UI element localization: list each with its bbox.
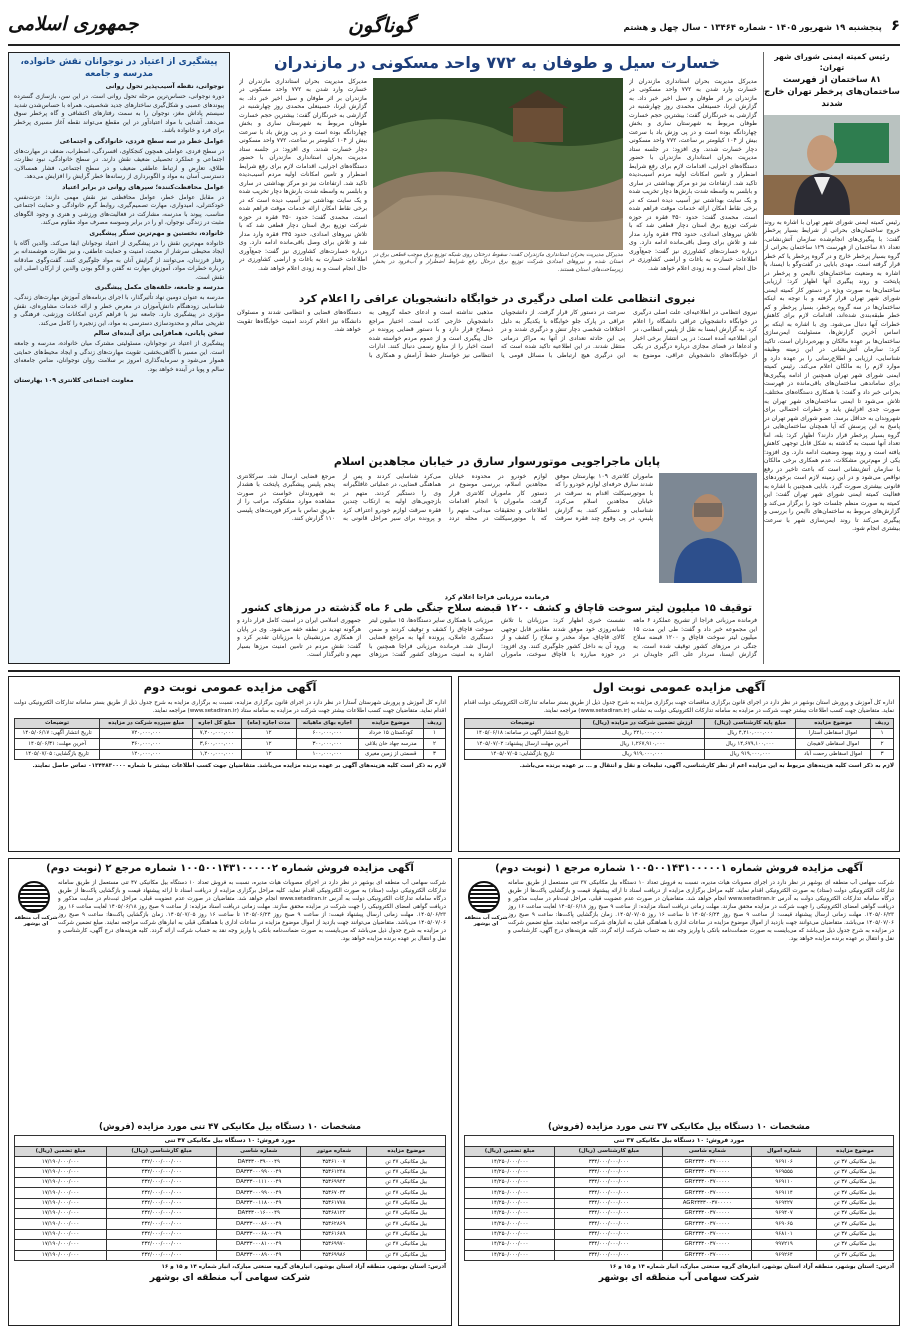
auction-ad-second-table: [14, 718, 446, 760]
table-cell: بیل مکانیکی ۳۷ تن: [816, 1209, 893, 1219]
ads-divider: [8, 670, 900, 672]
table-cell: ۱۷/۱۹۰/۰۰۰/۰۰۰: [15, 1240, 107, 1250]
table-cell: AGR۴۳۳۳۰۰۳۷۰۰۰۰۰: [663, 1198, 752, 1208]
table-cell: DA۳۳۳۰۰۱۶۰۰۰۴۹: [216, 1209, 301, 1219]
table-row: [465, 1209, 894, 1219]
table-cell: بیل مکانیکی ۴۷ تن: [367, 1157, 446, 1167]
fuel-story: [237, 593, 757, 665]
sale-ad-1-intro: شرکت سهامی آب منطقه ای بوشهر در نظر دارد در اجرای مصوبات هیات مدیره، نسبت به فروش تعداد ۱۰ دستگاه بیل مکانیکی ۳۷ تنی مستعمل از طریق سامانه تدارکات الکترونیکی دولت (ستاد) به صورت الکترونیکی اقدام نماید. کلیه مراحل برگزاری مزایده از دریافت اسناد تا ارائه پیشنهاد قیمت و بازگشایی پاکت‌ها از طریق درگاه سامانه تدارکات الکترونیکی دولت به آدرس www.setadiran.ir انجام خواهد شد. متقاضیان در صورت عدم عضویت قبلی، مراحل ثبت‌نام در سایت مذکور و دریافت گواهی امضای الکترونیکی را جهت شرکت در مزایده محقق سازند. مهلت زمانی دریافت اسناد مزایده: از ساعت ۹ صبح روز ۱۴۰۵/۰۶/۱۸ لغایت ساعت ۱۶ روز ۱۴۰۵/۰۶/۲۳. مهلت زمانی ارسال پیشنهاد قیمت: از ساعت ۹ صبح روز ۱۴۰۵/۰۶/۲۴ تا ساعت ۱۶ روز ۱۴۰۵/۰۷/۰۵. زمان بازگشایی پاکت‌ها: ساعت ۹ صبح روز ۱۴۰۵/۰۷/۰۶ می‌باشد. متقاضیان می‌توانند جهت بازدید از اموال موضوع مزایده در ساعات اداری با هماهنگی قبلی به انبارهای شرکت مراجعه نمایند. مبلغ تضمین شرکت در مزایده به شرح جدول ذیل می‌باشد که می‌بایست به صورت ضمانت‌نامه بانکی یا واریز وجه نقد به حساب شرکت ارائه گردد. کلیه هزینه‌های درج آگهی، کارشناسی و نقل و انتقال بر عهده برنده مزایده خواهد بود.: [508, 879, 894, 943]
table-cell: ۲: [423, 739, 445, 749]
table-header-cell: توضیحات: [465, 718, 581, 728]
table-cell: اموال اسقاطی لاهیجان: [796, 739, 871, 749]
table-row: [465, 749, 894, 759]
table-header-cell: اجاره بهای ماهیانه: [296, 718, 358, 728]
sale-ad-1-company: شرکت آب منطقه ای بوشهر: [464, 914, 508, 928]
table-row: [465, 1167, 894, 1177]
date-line: [624, 15, 900, 35]
table-cell: DA۳۳۳۰۰۰۸۱۰۰۰۴۹: [216, 1240, 301, 1250]
table-cell: ۳۵۳۶۷۰۳۴: [301, 1188, 367, 1198]
table-row: [15, 1240, 446, 1250]
table-cell: ۹۹۷۲۱۹: [752, 1240, 817, 1250]
table-header-cell: شماره شاسی: [663, 1147, 752, 1157]
table-cell: ۱۷/۱۹۰/۰۰۰/۰۰۰: [15, 1219, 107, 1229]
addiction-section-text: پیشگیری از اعتیاد در نوجوانان، مسئولیتی مشترک میان خانواده، مدرسه و جامعه است. این مسیر با آگاهی‌بخشی، تقویت مهارت‌های زندگی و ایجاد محیط‌های حمایتی هموار می‌شود و سرمایه‌گذاری امروز بر سلامت روان نوجوانان، ضامن جامعه‌ای سالم و پویا در آینده خواهد بود.: [14, 340, 224, 373]
table-cell: ۴۳۲/۰۰۰/۰۰۰/۰۰۰: [107, 1178, 217, 1188]
table-cell: قسمتی از زمین مغیری: [358, 749, 423, 759]
masthead: [8, 6, 900, 46]
table-cell: ۶۰۰,۰۰۰,۰۰۰: [296, 729, 358, 739]
table-cell: بیل مکانیکی ۳۷ تن: [816, 1188, 893, 1198]
table-row: [15, 1219, 446, 1229]
table-cell: ۱,۲۰۰,۰۰۰,۰۰۰: [193, 749, 241, 759]
thief-story-headline: پایان ماجراجویی موتورسوار سارق در خیابان مجاهدین اسلام: [333, 455, 661, 468]
table-cell: ۹۶۹۴۰۷: [752, 1209, 817, 1219]
iraq-story: [237, 292, 757, 452]
table-header-cell: مدت اجاره (ماه): [241, 718, 296, 728]
table-cell: ۳۵۳۶۱۷۷۸: [301, 1198, 367, 1208]
table-cell: اموال اسقاطی رحمت آباد: [796, 749, 871, 759]
sale-auction-ad-1: [458, 858, 900, 1326]
table-row: [465, 1240, 894, 1250]
table-cell: ۳۳۴/۰۰۰/۰۰۰/۰۰۰: [555, 1229, 663, 1239]
table-cell: ۱: [871, 729, 894, 739]
table-cell: GR۴۳۳۳۰۰۳۷۰۰۰۰۰: [663, 1250, 752, 1260]
sale-ad-2-table-title: مشخصات ۱۰ دستگاه بیل مکانیکی ۴۷ تنی مورد مزایده (فروش): [98, 1121, 362, 1132]
table-cell: ۹۶۹۴۲۷: [752, 1198, 817, 1208]
table-cell: ۱۴/۲۵۰/۰۰۰/۰۰۰: [465, 1157, 555, 1167]
table-cell: ۱۷/۱۹۰/۰۰۰/۰۰۰: [15, 1188, 107, 1198]
table-cell: ۳: [871, 749, 894, 759]
table-cell: GR۴۳۳۳۰۰۳۷۰۰۰۰۰: [663, 1229, 752, 1239]
table-cell: ۲: [871, 739, 894, 749]
table-cell: ۱۷/۱۹۰/۰۰۰/۰۰۰: [15, 1167, 107, 1177]
page-number: ۶: [890, 15, 900, 34]
table-cell: DA۳۳۳۰۰۰۸۶۰۰۰۴۹: [216, 1219, 301, 1229]
table-cell: DA۳۳۳۰۰۰۸۹۰۰۰۴۹: [216, 1250, 301, 1260]
addiction-section-heading: عوامل محافظت‌کننده؛ سپرهای روانی در برابر اعتیاد: [62, 183, 224, 191]
table-cell: ۱۰۰,۰۰۰,۰۰۰: [296, 749, 358, 759]
auction-ad-first-table: [464, 718, 894, 760]
table-cell: ۴۳۲/۰۰۰/۰۰۰/۰۰۰: [107, 1198, 217, 1208]
main-story-body: مدیرکل مدیریت بحران استانداری مازندران از خسارت وارد شدن به ۷۷۲ واحد مسکونی در مازندران بر اثر طوفان و سیل اخیر خبر داد. به گزارش ایرنا، حسینعلی محمدی روز چهارشنبه در گزارشی به خبرنگاران گفت: بیشترین حجم خسارت طوفان مربوط به شهرستان ساری و بخش چهاردانگه بوده است و در پی وزش باد با سرعت بیش از ۱۰۴ کیلومتر بر ساعت، ۷۷۲ واحد مسکونی دچار خسارت شدند. وی افزود: در جلسه ستاد مدیریت بحران استانداری مازندران با حضور دستگاه‌های اجرایی، اقدامات لازم برای رفع شرایط اضطرار و تامین امکانات اولیه مردم آسیب‌دیده تاکید شد. ارتفاعات نیز دو مرکز بهداشتی در ساری و بابلسر به واسطه شدت بارش‌ها دچار تخریب شده و یک سایت بهداشتی نیز آسیب دیده است که در برخی نقاط امکان ارائه خدمات موقت فراهم شده است. محمدی گفت: حدود ۳۵۰ فقره در حوزه شرکت توزیع برق استان دچار قطعی شد که با تلاش نیروهای امدادی، حدود ۳۴۵ فقره وارد مدار شد و تلاش برای وصل باقی‌مانده ادامه دارد. وی درباره خسارت‌های کشاورزی نیز گفت: جمع‌آوری اطلاعات خسارت به باغات و اراضی کشاورزی در حال انجام است و به زودی اعلام خواهد شد.: [629, 77, 757, 272]
table-cell: اموال اسقاطی آستارا: [796, 729, 871, 739]
table-cell: ۳۳۴/۰۰۰/۰۰۰/۰۰۰: [555, 1188, 663, 1198]
table-cell: بیل مکانیکی ۴۷ تن: [367, 1178, 446, 1188]
table-cell: ۱۴/۲۵۰/۰۰۰/۰۰۰: [465, 1209, 555, 1219]
table-cell: ۱,۲۶۷,۹۱۰,۰۰۰ ریال: [580, 739, 704, 749]
addiction-box-signature: معاونت اجتماعی کلانتری ۱۰۹ بهارستان: [14, 377, 134, 385]
table-cell: ۱۷/۱۹۰/۰۰۰/۰۰۰: [15, 1157, 107, 1167]
table-row: [15, 1167, 446, 1177]
sale-ad-2-top: [14, 879, 446, 1119]
table-cell: GR۴۳۳۳۰۰۳۷۰۰۰۰۰: [663, 1157, 752, 1167]
addiction-box-sections: [14, 83, 224, 374]
table-cell: ۳۵۳۶۱۲۴۸: [301, 1167, 367, 1177]
addiction-section-text: مدرسه به عنوان دومین نهاد تأثیرگذار، با اجرای برنامه‌های آموزش مهارت‌های زندگی، شناسایی زودهنگام دانش‌آموزان در معرض خطر و ارائه خدمات مشاوره‌ای، نقش مؤثری در پیشگیری دارد. جامعه نیز با فراهم کردن امکانات ورزشی، فرهنگی و تفریحی سالم و محدودسازی دسترسی به مواد، این زنجیره را کامل می‌کند.: [14, 294, 224, 327]
table-cell: ۳۳۴/۰۰۰/۰۰۰/۰۰۰: [555, 1209, 663, 1219]
table-header-cell: موضوع مزایده: [796, 718, 871, 728]
addiction-section-heading: مدرسه و جامعه، حلقه‌های مکمل پیشگیری: [94, 284, 224, 292]
table-cell: ۴,۲۱۰,۰۰۰,۰۰۰ ریال: [705, 729, 796, 739]
table-cell: ۳۳۴/۰۰۰/۰۰۰/۰۰۰: [555, 1250, 663, 1260]
table-cell: ۴۳۲/۰۰۰/۰۰۰/۰۰۰: [107, 1229, 217, 1239]
table-cell: تاریخ بازگشایی: ۱۴۰۵/۰۷/۰۵: [465, 749, 581, 759]
table-cell: بیل مکانیکی ۴۷ تن: [367, 1209, 446, 1219]
table-cell: ۱۴/۲۵۰/۰۰۰/۰۰۰: [465, 1198, 555, 1208]
table-cell: GR۴۳۳۳۰۰۳۷۰۰۰۰۰: [663, 1188, 752, 1198]
table-cell: ۱۲: [241, 739, 296, 749]
table-cell: ۹۶۹۱۱۰: [752, 1178, 817, 1188]
table-cell: ۹۶۹۲۶۴: [752, 1250, 817, 1260]
table-row: [15, 1157, 446, 1167]
table-cell: ۳۵۳۶۹۹۸۶: [301, 1250, 367, 1260]
table-header-cell: ردیف: [423, 718, 445, 728]
table-header-cell: موضوع مزایده: [358, 718, 423, 728]
table-cell: ۴۳۲/۰۰۰/۰۰۰/۰۰۰: [107, 1219, 217, 1229]
sale-ad-1-title: آگهی مزایده فروش شماره ۱۰۰۵۰۰۱۴۳۱۰۰۰۰۰۱ شماره مرجع ۱ (نوبت دوم): [495, 863, 863, 874]
table-cell: ۹۶۹۰۶۵: [752, 1219, 817, 1229]
right-story-body: رئیس کمیته ایمنی شورای شهر تهران با اشاره به روند خروج ساختمان‌های بحرانی از شرایط بسیار پرخطر گفت: با پیگیری‌های انجام‌شده سازمان آتش‌نشانی، تعداد ۸۱ ساختمان از فهرست ۱۲۹ ساختمان بحرانی از گروه بسیار پرخطر خارج و در گروه پرخطر یا کم خطر قرار گرفته است. مهدی بابایی در گفت‌وگو با ایسنا، با اشاره به وضعیت ساختمان‌های ناایمن و پرخطر در پایتخت و روند پیگیری آنها اظهار کرد: ارزیابی ساختمان‌ها به صورت ویژه در دستور کار کمیته ایمنی شورای شهر تهران قرار گرفته و با توجه به اینکه ساختمان‌ها در سه گروه پرخطر، بسیار پرخطر و کم خطر طبقه‌بندی شده‌اند، اقدامات لازم برای کاهش خطرات آنها دنبال می‌شود. وی با اشاره به اینکه بر اساس آخرین گزارش‌ها، مسئولیت ایمن‌سازی ساختمان‌ها بر عهده مالکان و بهره‌برداران است، تاکید کرد: سازمان آتش‌نشانی در این زمینه وظیفه شناسایی، ارزیابی و اطلاع‌رسانی را بر عهده دارد و موارد لازم را به مالکان اعلام می‌کند. رئیس کمیته ایمنی شورای شهر تهران همچنین از ادامه پیگیری‌ها برای ساماندهی ساختمان‌های باقی‌مانده در فهرست بحرانی خبر داد و گفت: با همکاری دستگاه‌های مختلف، تلاش می‌شود تا ایمنی ساختمان‌های شهر تهران به صورت جدی افزایش یابد و خطرات احتمالی برای شهروندان به حداقل برسد. عضو شورای شهر تهران در پاسخ به این پرسش که آیا همچنان ساختمان‌هایی در گروه بسیار پرخطر قرار دارند؟ اظهار کرد: بله، اما تعداد آنها نسبت به گذشته به شکل قابل توجهی کاهش یافته است و روند بهبود وضعیت ادامه دارد. وی افزود: یکی از مهم‌ترین مشکلات، عدم همکاری برخی مالکان با سازمان آتش‌نشانی است که باعث تاخیر در رفع نواقص می‌شود و در این زمینه لازم است برخوردهای قانونی بیشتری صورت گیرد. بابایی همچنین با اشاره به فعالیت کمیته ایمنی شورای شهر تهران گفت: این کمیته به صورت منظم جلسات خود را برگزار می‌کند و گزارش‌های مربوط به ساختمان‌های ناایمن را بررسی و پیگیری می‌کند تا روند ایمن‌سازی شهر با سرعت بیشتری انجام شود.: [764, 218, 900, 533]
addiction-section-heading: نوجوانی، نقطه آسیب‌پذیر تحول روانی: [105, 83, 224, 91]
table-cell: ۴۳۲/۰۰۰/۰۰۰/۰۰۰: [107, 1209, 217, 1219]
main-story-headline: خسارت سیل و طوفان به ۷۷۲ واحد مسکونی در مازندران: [273, 53, 721, 72]
table-row: [465, 1178, 894, 1188]
table-cell: ۱۴/۲۵۰/۰۰۰/۰۰۰: [465, 1250, 555, 1260]
table-cell: بیل مکانیکی ۴۷ تن: [367, 1250, 446, 1260]
main-story-content: [237, 78, 757, 283]
table-header-cell: مبلغ تضمین (ریال): [15, 1147, 107, 1157]
table-cell: مدرسه جهاد خان بلاغی: [358, 739, 423, 749]
main-photo-block: [373, 78, 623, 283]
table-row: [465, 1157, 894, 1167]
table-row: [465, 1188, 894, 1198]
table-header-cell: مبلغ کارشناسی (ریال): [107, 1147, 217, 1157]
table-cell: ۳۶۰,۰۰۰,۰۰۰: [100, 739, 193, 749]
table-header-cell: شماره شاسی: [216, 1147, 301, 1157]
section-title: گوناگون: [348, 12, 415, 37]
table-cell: ۲۲۱,۰۰۰,۰۰۰ ریال: [580, 729, 704, 739]
table-header-cell: مبلغ کارشناسی (ریال): [555, 1147, 663, 1157]
table-cell: ۳۵۳۶۹۹۷۰: [301, 1240, 367, 1250]
sale-ad-1-address: آدرس: استان بوشهر، منطقه آزاد استان بوشهر، انبارهای گروه صنعتی مبارک، انبار شماره ۱۴ و ۱۵ و ۱۶: [609, 1263, 894, 1270]
table-cell: ۹۶۹۱۱۴: [752, 1188, 817, 1198]
water-company-logo: [18, 881, 50, 913]
table-cell: بیل مکانیکی ۴۷ تن: [367, 1240, 446, 1250]
table-cell: DA۳۳۳۰۰۰۶۸۰۰۰۴۹: [216, 1229, 301, 1239]
main-story: [237, 52, 757, 287]
table-cell: ۱۴/۲۵۰/۰۰۰/۰۰۰: [465, 1219, 555, 1229]
table-cell: ۱۷/۱۹۰/۰۰۰/۰۰۰: [15, 1209, 107, 1219]
table-cell: ۳: [423, 749, 445, 759]
sale-ad-2-title: آگهی مزایده فروش شماره ۱۰۰۵۰۰۱۴۳۱۰۰۰۰۰۲ شماره مرجع ۲ (نوبت دوم): [46, 863, 414, 874]
table-cell: بیل مکانیکی ۳۷ تن: [816, 1219, 893, 1229]
thief-story: [237, 455, 757, 590]
table-cell: ۱۷/۱۹۰/۰۰۰/۰۰۰: [15, 1178, 107, 1188]
flood-illustration: [373, 78, 623, 250]
table-cell: تاریخ بازگشایی: ۱۴۰۵/۰۷/۰۵: [15, 749, 100, 759]
sale-ad-2-footer-company: شرکت سهامی آب منطقه ای بوشهر: [149, 1273, 311, 1284]
table-cell: ۱۷/۱۹۰/۰۰۰/۰۰۰: [15, 1229, 107, 1239]
table-cell: DA۳۳۳۰۰۰۹۹۰۰۰۴۹: [216, 1167, 301, 1177]
table-cell: ۱۴/۲۵۰/۰۰۰/۰۰۰: [465, 1188, 555, 1198]
table-cell: ۱۷/۱۹۰/۰۰۰/۰۰۰: [15, 1250, 107, 1260]
table-cell: ۳۳۴/۰۰۰/۰۰۰/۰۰۰: [555, 1219, 663, 1229]
addiction-section-text: در سطح فردی، عواملی همچون کنجکاوی، افسردگی، اضطراب، ضعف در مهارت‌های اجتماعی و عملکرد تحصیلی ضعیف نقش دارند. در سطح خانوادگی، نبود نظارت، طلاق، تعارض و ارتباط عاطفی ضعیف و در سطح اجتماعی، فشار همسالان، دسترسی آسان به مواد و الگوبرداری از رسانه‌ها خطر گرایش را افزایش می‌دهد.: [14, 147, 224, 181]
sale-ad-2-address: آدرس: استان بوشهر، منطقه آزاد استان بوشهر، انبارهای گروه صنعتی مبارک، انبار شماره ۱۴ و ۱۵ و ۱۶: [161, 1263, 446, 1270]
table-row: [15, 1188, 446, 1198]
table-cell: ۳۵۳۶۱۶۸۹: [301, 1229, 367, 1239]
suspect-photo: [659, 473, 757, 583]
table-cell: بیل مکانیکی ۴۷ تن: [367, 1167, 446, 1177]
table-row: [15, 1250, 446, 1260]
table-cell: ۳۵۳۶۱۰۰۷: [301, 1157, 367, 1167]
table-cell: تاریخ انتشار آگهی: ۱۴۰۵/۰۶/۱۷: [15, 729, 100, 739]
table-cell: GR۴۳۳۳۰۰۳۷۰۰۰۰۰: [663, 1240, 752, 1250]
table-cell: ۴۳۲/۰۰۰/۰۰۰/۰۰۰: [107, 1250, 217, 1260]
auction-ad-first-round: [458, 676, 900, 852]
addiction-prevention-box: [8, 52, 230, 664]
flood-photo-caption: مدیرکل مدیریت بحران استانداری مازندران گفت: سقوط درختان روی شبکه توزیع برق موجب قطعی برق در استان شده و نیروهای امدادی شرکت توزیع برق درحال رفع شرایط اضطرار و آب‌فرود در بخش زیرساخت‌های استان هستند.: [373, 251, 623, 274]
iraq-story-headline: نیروی انتظامی علت اصلی درگیری در خوابگاه دانشجویان عراقی را اعلام کرد: [298, 293, 696, 305]
table-row: [465, 1219, 894, 1229]
fuel-story-body: فرمانده مرزبانی فراجا از تشریح عملکرد ۶ ماهه این مجموعه خبر داد و گفت: طی این مدت ۱۵ میلیون لیتر سوخت قاچاق و ۱۲۰۰ قبضه سلاح جنگی در مرزهای کشور توقیف شده است. به گزارش ایسنا، سردار علی اکبر جاویدان در نشست خبری اظهار کرد: مرزبانان با تلاش شبانه‌روزی خود موفق شدند مقادیر قابل توجهی کالای قاچاق، مواد مخدر و سلاح را کشف و از ورود آن به داخل کشور جلوگیری کنند. وی افزود: در حوزه مبارزه با قاچاق سوخت، ماموران مرزبانی با همکاری سایر دستگاه‌ها، ۱۵ میلیون لیتر سوخت قاچاق را کشف و توقیف کردند و ضمن دستگیری عاملان، پرونده آنها به مراجع قضایی ارسال شد. فرمانده مرزبانی فراجا همچنین با اشاره به امنیت مرزهای کشور گفت: مرزهای جمهوری اسلامی ایران در امنیت کامل قرار دارد و هرگونه تهدید در نطفه خفه می‌شود. وی در پایان از همکاری مرزنشینان با مرزبانان تقدیر کرد و گفت: نقش مردم در تامین امنیت مرزها بسیار مهم و تاثیرگذار است.: [237, 617, 757, 659]
table-cell: GR۴۳۳۳۰۰۳۷۰۰۰۰۰: [663, 1219, 752, 1229]
table-cell: بیل مکانیکی ۳۷ تن: [816, 1240, 893, 1250]
sale-ad-2-company: شرکت آب منطقه ای بوشهر: [14, 914, 58, 928]
auction-ad-first-title: آگهی مزایده عمومی نوبت اول: [592, 680, 766, 694]
table-cell: ۱۲: [241, 729, 296, 739]
table-cell: بیل مکانیکی ۴۷ تن: [367, 1229, 446, 1239]
newspaper-logo: جمهوری اسلامی: [8, 13, 139, 36]
table-row: [15, 1209, 446, 1219]
table-cell: ۳۳۴/۰۰۰/۰۰۰/۰۰۰: [555, 1157, 663, 1167]
table-cell: ۳۳۴/۰۰۰/۰۰۰/۰۰۰: [555, 1167, 663, 1177]
column-divider: [763, 52, 764, 664]
table-cell: کودکستان ۱۵ خرداد: [358, 729, 423, 739]
auction-ad-second-intro: اداره کل آموزش و پرورش شهرستان آستارا در نظر دارد در اجرای قانون برگزاری مزایده، نسبت به برگزاری مزایده به شرح جدول ذیل از طریق بستر سامانه تدارکات الکترونیکی دولت اقدام نماید. متقاضیان جهت کسب اطلاعات بیشتر جهت شرکت در مزایده به سامانه ستاد (www.setadiran.ir) مراجعه نمایند.: [14, 699, 446, 714]
sale-auction-ad-2: [8, 858, 452, 1326]
table-cell: ۴۳۲/۰۰۰/۰۰۰/۰۰۰: [107, 1167, 217, 1177]
auction-ad-first-footer: لازم به ذکر است کلیه هزینه‌های مربوط به این مزایده اعم از نظر کارشناسی، آگهی، تبلیغات و نقل و انتقال و ... بر عهده برنده می‌باشد.: [519, 763, 894, 770]
auction-ad-second-round: [8, 676, 452, 852]
table-header-cell: ارزش تضمین شرکت در مزایده (ریال): [580, 718, 704, 728]
fuel-story-kicker: فرمانده مرزبانی فراجا اعلام کرد: [444, 593, 550, 601]
portrait-photo: [764, 115, 900, 215]
thief-story-content: [237, 473, 757, 583]
table-header-cell: مبلغ تضمین (ریال): [465, 1147, 555, 1157]
addiction-section-text: دوره نوجوانی، حساس‌ترین مرحله تحول روانی است. در این سن، بازسازی گسترده پیوندهای عصبی و شکل‌گیری ساختارهای جدید شخصیتی، همراه با حساس‌شدن شدید سیستم پاداش مغز، نوجوان را به سمت رفتارهای اکتشافی و گاه پرخطر سوق می‌دهد. آشنایی با مواد اعتیادآور در این مقطع می‌تواند نقطه آغاز مسیری پرخطر برای فرد و خانواده باشد.: [14, 93, 224, 135]
table-cell: ۱۴/۲۵۰/۰۰۰/۰۰۰: [465, 1167, 555, 1177]
table-cell: بیل مکانیکی ۳۷ تن: [816, 1157, 893, 1167]
table-header-cell: شماره موتور: [301, 1147, 367, 1157]
table-row: [15, 749, 446, 759]
table-cell: بیل مکانیکی ۴۷ تن: [367, 1219, 446, 1229]
table-cell: ۴۳۲/۰۰۰/۰۰۰/۰۰۰: [107, 1157, 217, 1167]
table-row: [15, 1178, 446, 1188]
sale-ad-1-table-title: مشخصات ۱۰ دستگاه بیل مکانیکی ۳۷ تنی مورد مزایده (فروش): [547, 1121, 811, 1132]
addiction-section-text: خانواده مهم‌ترین نقش را در پیشگیری از اعتیاد نوجوانان ایفا می‌کند. والدین آگاه با ایجاد محیطی سرشار از محبت، امنیت و حمایت عاطفی، و نیز نظارت هوشمندانه بر رفتار فرزندان، می‌توانند از گرایش آنان به مواد جلوگیری کنند. گفت‌وگوی صادقانه درباره خطرات مواد، آموزش مهارت نه گفتن و الگو بودن والدین از ارکان اصلی این نقش است.: [14, 239, 224, 281]
right-column: [764, 52, 900, 664]
table-cell: بیل مکانیکی ۴۷ تن: [367, 1188, 446, 1198]
portrait-illustration: [764, 115, 900, 215]
table-row: [465, 1198, 894, 1208]
issue-date: پنجشنبه ۱۹ شهریور ۱۴۰۵ - شماره ۱۳۴۶۴ - سال چهل و هشتم: [623, 22, 882, 33]
table-cell: DA۳۳۳۰۰۰۹۹۰۰۰۴۹: [216, 1188, 301, 1198]
table-row: [15, 739, 446, 749]
table-cell: ۱۴/۲۵۰/۰۰۰/۰۰۰: [465, 1240, 555, 1250]
table-row: [465, 1250, 894, 1260]
table-cell: ۹۶۹۱۰۶: [752, 1157, 817, 1167]
table-header-cell: موضوع مزایده: [816, 1147, 893, 1157]
table-cell: ۱۲: [241, 749, 296, 759]
right-story-kicker: رئیس کمیته ایمنی شورای شهر تهران:: [774, 52, 890, 72]
table-cell: تاریخ انتشار آگهی در سامانه: ۱۴۰۵/۰۶/۱۸: [465, 729, 581, 739]
sale-ad-2-group-title: مورد فروش: ۱۰ دستگاه بیل مکانیکی ۴۷ تنی: [14, 1135, 446, 1146]
suspect-illustration: [659, 473, 757, 583]
table-cell: GR۴۳۳۳۰۰۳۷۰۰۰۰۰: [663, 1167, 752, 1177]
table-cell: ۱۲۰,۰۰۰,۰۰۰: [100, 749, 193, 759]
table-header-cell: توضیحات: [15, 718, 100, 728]
table-cell: ۹۱۹,۰۰۰,۰۰۰ ریال: [580, 749, 704, 759]
right-story-headline: ۸۱ ساختمان از فهرست ساختمان‌های پرخطر تهران خارج شدند: [764, 74, 900, 110]
table-cell: ۱۴/۲۵۰/۰۰۰/۰۰۰: [465, 1229, 555, 1239]
addiction-box-title: پیشگیری از اعتیاد در نوجوانان نقش خانواده، مدرسه و جامعه: [20, 57, 218, 79]
table-cell: بیل مکانیکی ۳۷ تن: [816, 1198, 893, 1208]
table-cell: ۳۵۳۶۲۸۶۹: [301, 1219, 367, 1229]
table-cell: ۱۴,۶۷۹,۱۰۰,۰۰۰ ریال: [705, 739, 796, 749]
table-cell: DA۳۳۳۰۰۳۹۰۰۰۴۹: [216, 1157, 301, 1167]
table-cell: ۳۵۳۶۹۹۴۴: [301, 1178, 367, 1188]
iraq-story-body: نیروی انتظامی در اطلاعیه‌ای، علت اصلی درگیری در خوابگاه دانشجویان عراقی دانشگاه را اعلام کرد. به گزارش ایسنا به نقل از پلیس انتظامی، در این اطلاعیه آمده است: در پی انتشار برخی اخبار و ادعاها در فضای مجازی درباره درگیری در یکی از خوابگاه‌های دانشجویان عراقی، موضوع به سرعت در دستور کار قرار گرفت. از دانشجویان عراقی در پارک جلو خوابگاه با یکدیگر به دلیل اختلافات شخصی دچار تنش و درگیری شدند و در پی این حادثه تعدادی از آنها به مراکز درمانی منتقل شدند. در این اطلاعیه تاکید شده است که این درگیری هیچ ارتباطی با مسائل قومی یا مذهبی نداشته است و ادعای حمله گروهی به دانشجویان خارجی کذب است. اختیار مراجع ذیصلاح قرار دارد و با دستور قضایی پرونده در حال پیگیری است و از عموم مردم خواسته شده است اخبار را از منابع رسمی دنبال کنند. ادارات انتظامی نیز خواستار حفظ آرامش و همکاری با دستگاه‌های قضایی و انتظامی شدند و مسئولان دانشگاه نیز اعلام کردند امنیت خوابگاه‌ها تقویت خواهد شد.: [237, 309, 757, 359]
table-cell: ۴۳۲/۰۰۰/۰۰۰/۰۰۰: [107, 1240, 217, 1250]
sale-ad-1-top: [464, 879, 894, 1119]
table-cell: ۷,۲۰۰,۰۰۰,۰۰۰: [193, 729, 241, 739]
table-cell: ۱: [423, 729, 445, 739]
table-cell: ۳۳۴/۰۰۰/۰۰۰/۰۰۰: [555, 1178, 663, 1188]
auction-ad-first-intro: اداره کل آموزش و پرورش استان بوشهر در نظر دارد در اجرای قانون برگزاری مناقصات جهت برگزاری مزایده به شرح جدول ذیل از طریق بستر سامانه تدارکات الکترونیکی دولت اقدام نماید. متقاضیان جهت کسب اطلاعات بیشتر جهت شرکت در مزایده به سامانه تدارکات الکترونیکی دولت به نشانی (www.setadiran.ir) مراجعه نمایند.: [464, 699, 894, 714]
table-cell: بیل مکانیکی ۳۷ تن: [816, 1250, 893, 1260]
table-header-cell: مبلغ پایه کارشناسی (ریال): [705, 718, 796, 728]
table-cell: ۹۱۹,۰۰۰,۰۰۰ ریال: [705, 749, 796, 759]
table-header-cell: موضوع مزایده: [367, 1147, 446, 1157]
table-cell: بیل مکانیکی ۳۷ تن: [816, 1178, 893, 1188]
table-cell: ۳۵۳۶۸۱۲۲: [301, 1209, 367, 1219]
table-cell: ۳,۶۰۰,۰۰۰,۰۰۰: [193, 739, 241, 749]
table-cell: ۹۶۸۱۰۱: [752, 1229, 817, 1239]
fuel-story-headline: توقیف ۱۵ میلیون لیتر سوخت قاچاق و کشف ۱۲۰۰ قبضه سلاح جنگی طی ۶ ماه گذشته در مرزهای کشور: [242, 602, 752, 614]
table-row: [465, 1229, 894, 1239]
table-cell: ۹۶۹۵۵۵: [752, 1167, 817, 1177]
table-cell: ۳۳۴/۰۰۰/۰۰۰/۰۰۰: [555, 1240, 663, 1250]
addiction-section-heading: سخن پایانی، همافزایی برای آینده‌ای سالم: [93, 330, 224, 338]
sale-ad-1-group-title: مورد فروش: ۱۰ دستگاه بیل مکانیکی ۳۷ تنی: [464, 1135, 894, 1146]
auction-ad-second-footer: لازم به ذکر است کلیه هزینه‌های آگهی بر عهده برنده مزایده می‌باشد. متقاضیان جهت کسب اطلاعات بیشتر با شماره ۰۱۳۴۴۸۳۰۰۰۰ تماس حاصل نمایند.: [32, 763, 446, 770]
table-cell: بیل مکانیکی ۴۷ تن: [367, 1198, 446, 1208]
addiction-section-heading: خانواده، نخستین و مهم‌ترین سنگر پیشگیری: [89, 229, 224, 237]
table-cell: ۳۳۴/۰۰۰/۰۰۰/۰۰۰: [555, 1198, 663, 1208]
right-story-header: [764, 52, 900, 111]
sale-ad-2-table: [14, 1146, 446, 1261]
table-header-cell: مبلغ کل اجاره: [193, 718, 241, 728]
table-row: [15, 1229, 446, 1239]
flood-photo: [373, 78, 623, 250]
table-row: [15, 1198, 446, 1208]
table-header-cell: شماره اموال: [752, 1147, 817, 1157]
thief-story-body: ماموران کلانتری ۱۰۹ بهارستان موفق شدند سارق حرفه‌ای لوازم خودرو را که با موتورسیکلت اقدام به سرقت در خیابان مجاهدین اسلام می‌کرد، شناسایی و دستگیر کنند. به گزارش پلیس، در پی وقوع چند فقره سرقت لوازم خودرو در محدوده خیابان مجاهدین اسلام، بررسی موضوع در دستور کار ماموران کلانتری قرار گرفت. ماموران با انجام اقدامات اطلاعاتی و تحقیقات میدانی، متهم را که با موتورسیکلت در محله تردد می‌کرد شناسایی کردند و پس از هماهنگی قضایی، در عملیاتی غافلگیرانه وی را دستگیر کردند. متهم در بازجویی‌های اولیه به ارتکاب چندین فقره سرقت لوازم خودرو اعتراف کرد و پرونده برای سیر مراحل قانونی به مرجع قضایی ارسال شد. سرکلانتری پنجم پلیس پیشگیری پایتخت با هشدار به شهروندان خواست در صورت مشاهده موارد مشکوک، مراتب را از طریق تماس با مرکز فوریت‌های پلیسی ۱۱۰ گزارش کنند.: [237, 472, 653, 523]
table-row: [15, 729, 446, 739]
sale-ad-1-footer-company: شرکت سهامی آب منطقه ای بوشهر: [598, 1273, 760, 1284]
sale-ad-2-intro: شرکت سهامی آب منطقه ای بوشهر در نظر دارد در اجرای مصوبات هیات مدیره، نسبت به فروش تعداد ۱۰ دستگاه بیل مکانیکی ۴۷ تنی مستعمل از طریق سامانه تدارکات الکترونیکی دولت (ستاد) به صورت الکترونیکی اقدام نماید. کلیه مراحل برگزاری مزایده از دریافت اسناد تا ارائه پیشنهاد قیمت و بازگشایی پاکت‌ها از طریق درگاه سامانه تدارکات الکترونیکی دولت به آدرس www.setadiran.ir انجام خواهد شد. متقاضیان در صورت عدم عضویت قبلی، مراحل ثبت‌نام در سایت مذکور و دریافت گواهی امضای الکترونیکی را جهت شرکت در مزایده محقق سازند. مهلت زمانی دریافت اسناد مزایده: از ساعت ۹ صبح روز ۱۴۰۵/۰۶/۱۸ لغایت ساعت ۱۶ روز ۱۴۰۵/۰۶/۲۳. مهلت زمانی ارسال پیشنهاد قیمت: از ساعت ۹ صبح روز ۱۴۰۵/۰۶/۲۴ تا ساعت ۱۶ روز ۱۴۰۵/۰۷/۰۵. زمان بازگشایی پاکت‌ها: ساعت ۹ صبح روز ۱۴۰۵/۰۷/۰۶ می‌باشد. متقاضیان می‌توانند جهت بازدید از اموال موضوع مزایده در ساعات اداری با هماهنگی قبلی به انبارهای شرکت مراجعه نمایند. مبلغ تضمین شرکت در مزایده به شرح جدول ذیل می‌باشد که می‌بایست به صورت ضمانت‌نامه بانکی یا واریز وجه نقد به حساب شرکت ارائه گردد. کلیه هزینه‌های درج آگهی، کارشناسی و نقل و انتقال بر عهده برنده مزایده خواهد بود.: [58, 879, 446, 943]
table-cell: آخرین مهلت ارسال پیشنهاد: ۱۴۰۵/۰۷/۰۲: [465, 739, 581, 749]
table-cell: GR۴۳۳۳۰۰۳۷۰۰۰۰۰: [663, 1178, 752, 1188]
table-row: [465, 739, 894, 749]
main-story-body-cont: مدیرکل مدیریت بحران استانداری مازندران از خسارت وارد شدن به ۷۷۲ واحد مسکونی در مازندران بر اثر طوفان و سیل اخیر خبر داد. به گزارش ایرنا، حسینعلی محمدی روز چهارشنبه در گزارشی به خبرنگاران گفت: بیشترین حجم خسارت طوفان مربوط به شهرستان ساری و بخش چهاردانگه بوده است و در پی وزش باد با سرعت بیش از ۱۰۴ کیلومتر بر ساعت، ۷۷۲ واحد مسکونی دچار خسارت شدند. وی افزود: در جلسه ستاد مدیریت بحران استانداری مازندران با حضور دستگاه‌های اجرایی، اقدامات لازم برای رفع شرایط اضطرار و تامین امکانات اولیه مردم آسیب‌دیده تاکید شد. ارتفاعات نیز دو مرکز بهداشتی در ساری و بابلسر به واسطه شدت بارش‌ها دچار تخریب شده و یک سایت بهداشتی نیز آسیب دیده است که در برخی نقاط امکان ارائه خدمات موقت فراهم شده است. محمدی گفت: حدود ۳۵۰ فقره در حوزه شرکت توزیع برق استان دچار قطعی شد که با تلاش نیروهای امدادی، حدود ۳۴۵ فقره وارد مدار شد و تلاش برای وصل باقی‌مانده ادامه دارد. وی درباره خسارت‌های کشاورزی نیز گفت: جمع‌آوری اطلاعات خسارت به باغات و اراضی کشاورزی در حال انجام است و به زودی اعلام خواهد شد.: [239, 77, 367, 272]
table-cell: ۳۰۰,۰۰۰,۰۰۰: [296, 739, 358, 749]
table-cell: ۷۲۰,۰۰۰,۰۰۰: [100, 729, 193, 739]
table-header-cell: ردیف: [871, 718, 894, 728]
addiction-section-text: در مقابل عوامل خطر، عوامل محافظتی نیز نقش مهمی دارند: عزت‌نفس، خودکنترلی، امیدواری، مهارت تصمیم‌گیری، روابط گرم خانوادگی و حمایت اجتماعی مناسب. پیوند با مدرسه، مشارکت در فعالیت‌های ورزشی و هنری و وجود الگوهای مثبت در زندگی نوجوان، او را در برابر وسوسه مصرف مواد مقاوم می‌کند.: [14, 193, 224, 227]
table-cell: DA۳۳۳۰۰۱۱۸۰۰۰۴۹: [216, 1198, 301, 1208]
addiction-section-heading: عوامل خطر در سه سطح فردی، خانوادگی و اجتماعی: [59, 137, 224, 145]
table-cell: GR۴۳۳۳۰۰۳۷۰۰۰۰۰: [663, 1209, 752, 1219]
water-company-logo: [468, 881, 500, 913]
sale-ad-1-table: [464, 1146, 894, 1261]
table-cell: آخرین مهلت: ۱۴۰۵/۰۶/۳۱: [15, 739, 100, 749]
table-cell: بیل مکانیکی ۳۷ تن: [816, 1229, 893, 1239]
auction-ad-second-title: آگهی مزایده عمومی نوبت دوم: [143, 680, 317, 694]
table-cell: ۴۳۲/۰۰۰/۰۰۰/۰۰۰: [107, 1188, 217, 1198]
table-row: [465, 729, 894, 739]
table-cell: ۱۴/۲۵۰/۰۰۰/۰۰۰: [465, 1178, 555, 1188]
table-header-cell: مبلغ سپرده شرکت در مزایده: [100, 718, 193, 728]
table-cell: ۱۷/۱۹۰/۰۰۰/۰۰۰: [15, 1198, 107, 1208]
table-cell: DA۳۳۳۰۰۱۱۱۰۰۰۴۹: [216, 1178, 301, 1188]
table-cell: بیل مکانیکی ۳۷ تن: [816, 1167, 893, 1177]
